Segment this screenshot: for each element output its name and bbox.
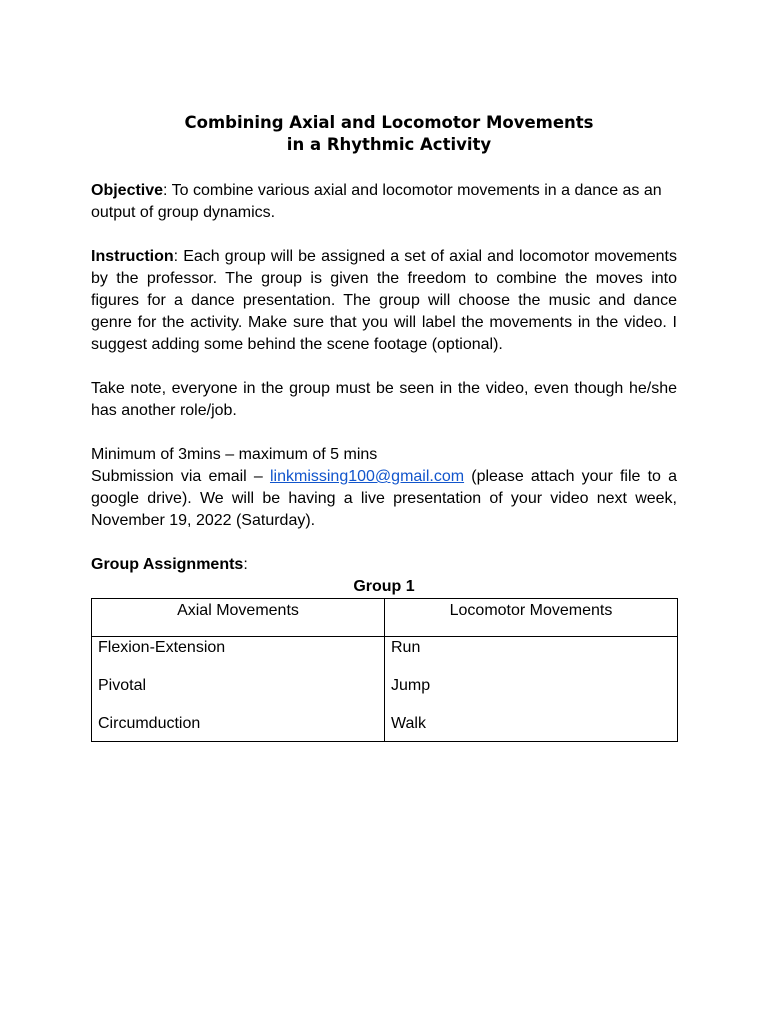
group-assignments-colon: :: [243, 556, 248, 573]
locomotor-movements-cell: [385, 637, 678, 742]
document-page: [91, 112, 677, 742]
group-1-table: [91, 598, 678, 742]
locomotor-item-walk: Walk: [391, 715, 426, 732]
table-header-row: [92, 599, 678, 637]
locomotor-item-run: Run: [391, 639, 421, 656]
submission-prefix: Submission via email –: [91, 468, 270, 485]
objective-label: Objective: [91, 182, 164, 199]
group-1-title: Group 1: [353, 578, 415, 595]
axial-item-circumduction: Circumduction: [98, 715, 201, 732]
objective-text: : To combine various axial and locomotor movements in a dance as an output of group dynamics.: [91, 182, 662, 221]
locomotor-item-jump: Jump: [391, 677, 431, 694]
instruction-text: : Each group will be assigned a set of axial and locomotor movements by the professor. The group is given the freedom to combine the moves into figures for a dance presentation. The group will choose the music and dance genre for the activity. Make sure that you will label the movements in the video. I suggest adding some behind the scene footage (optional).: [91, 248, 677, 353]
instruction-label: Instruction: [91, 248, 174, 265]
instruction-paragraph: [91, 246, 677, 356]
table-row: [92, 637, 678, 742]
axial-movements-cell: [92, 637, 385, 742]
submission-paragraph: [91, 466, 677, 532]
submission-suffix: (please attach your file to a google drive). We will be having a live presentation of your video next week, November 19, 2022 (Saturday).: [91, 468, 677, 529]
axial-item-pivotal: Pivotal: [98, 677, 147, 694]
locomotor-movements-header: Locomotor Movements: [385, 599, 678, 637]
group-assignments-heading: [91, 554, 677, 576]
group-assignments-label: Group Assignments: [91, 556, 244, 573]
note-paragraph: Take note, everyone in the group must be seen in the video, even though he/she has another role/job.: [91, 380, 677, 419]
document-title: [91, 112, 677, 156]
title-line-2: in a Rhythmic Activity: [286, 135, 492, 154]
axial-item-flexion-extension: Flexion-Extension: [98, 639, 226, 656]
email-link[interactable]: linkmissing100@gmail.com: [269, 468, 465, 485]
objective-paragraph: [91, 180, 677, 224]
axial-movements-header: Axial Movements: [92, 599, 385, 637]
duration-line: Minimum of 3mins – maximum of 5 mins: [91, 446, 378, 463]
title-line-1: Combining Axial and Locomotor Movements: [184, 113, 594, 132]
